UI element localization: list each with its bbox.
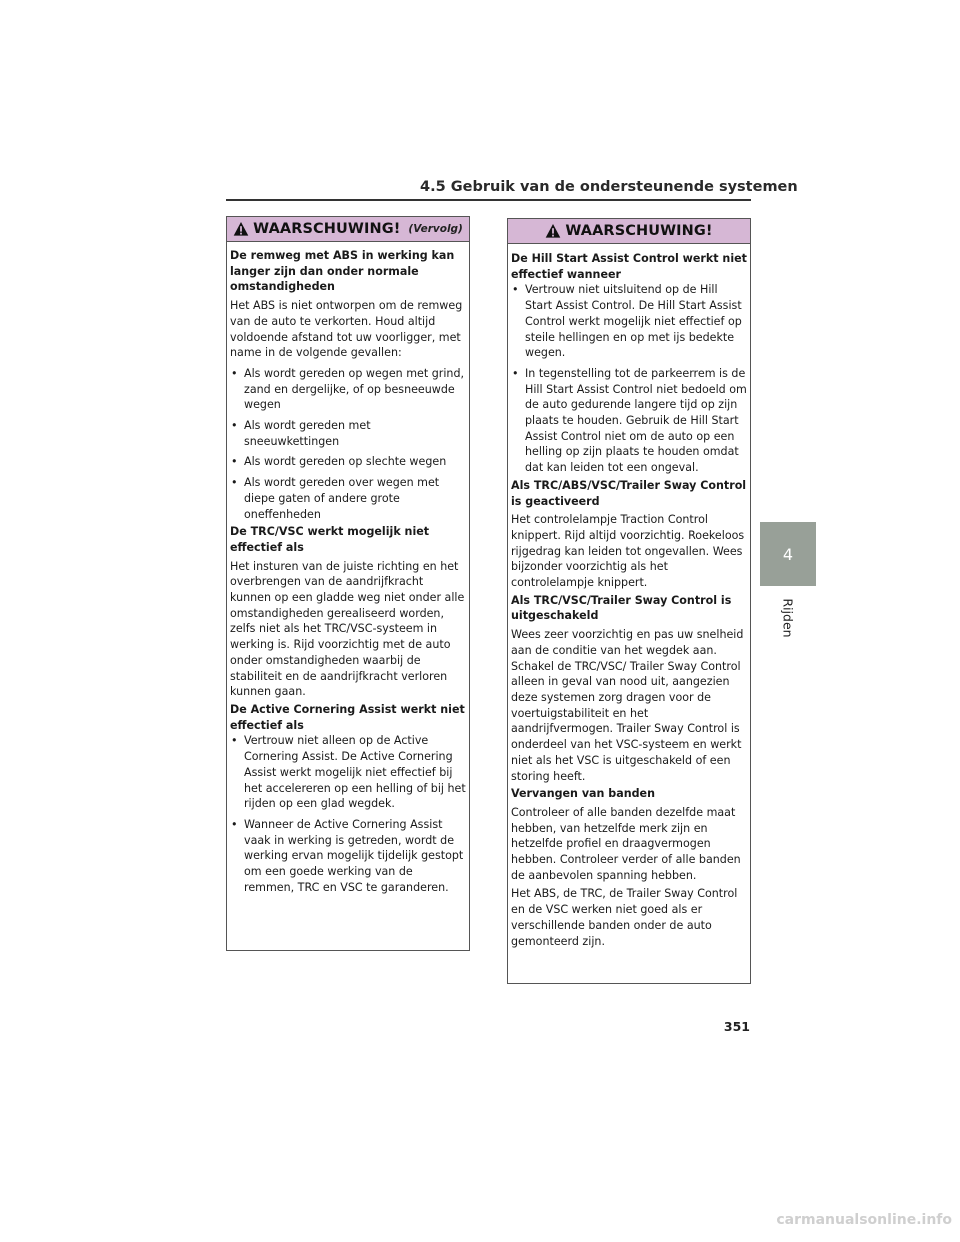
header-divider <box>226 199 751 201</box>
warning-header-left <box>227 217 469 242</box>
warning-paragraph: Wees zeer voorzichtig en pas uw snelheid aan de conditie van het wegdek aan. Schakel de TRC/VSC/ Trailer Sway Control alleen in geval van nood uit, aangezien deze systemen zorg dragen voor de voertuigstabiliteit en het aandrijfvermogen. Trailer Sway Control is onderdeel van het VSC-systeem en werkt niet als het VSC is uitgeschakeld of een storing heeft. <box>511 628 744 783</box>
warning-bullet: • In tegenstelling tot de parkeerrem is de Hill Start Assist Control niet bedoeld om de auto gedurende langere tijd op zijn plaats te houden. Gebruik de Hill Start Assist Control niet om de auto op een helling op zijn plaats te houden omdat dat kan leiden tot een ongeval. <box>511 366 747 476</box>
warning-heading: Als TRC/VSC/Trailer Sway Control is uitgeschakeld <box>511 593 732 623</box>
warning-heading: Als TRC/ABS/VSC/Trailer Sway Control is geactiveerd <box>511 478 747 508</box>
warning-paragraph: Controleer of alle banden dezelfde maat hebben, van hetzelfde merk zijn en hetzelfde profiel en draagvermogen hebben. Controleer verder of alle banden de aanbevolen spanning hebben. <box>511 805 741 882</box>
chapter-number: 4 <box>782 544 794 564</box>
warning-bullet: • Vertrouw niet uitsluitend op de Hill Start Assist Control. De Hill Start Assist Control werkt mogelijk niet effectief op steile hellingen en op met ijs bedekte wegen. <box>511 282 747 361</box>
warning-header-right <box>508 219 750 244</box>
warning-paragraph: Het ABS, de TRC, de Trailer Sway Control en de VSC werken niet goed als er verschillende banden onder de auto gemonteerd zijn. <box>511 887 738 948</box>
warning-bullet: • Als wordt gereden met sneeuwkettingen <box>230 418 466 449</box>
warning-body-left <box>227 242 469 895</box>
warning-bullet: • Als wordt gereden over wegen met diepe gaten of andere grote oneffenheden <box>230 475 466 522</box>
warning-title: WAARSCHUWING! <box>253 221 401 237</box>
warning-paragraph: Het ABS is niet ontworpen om de remweg van de auto te verkorten. Houd altijd voldoende afstand tot uw voorligger, met name in de volgende gevallen: <box>230 299 463 360</box>
warning-heading: De Hill Start Assist Control werkt niet effectief wanneer <box>511 252 747 281</box>
warning-subtitle: (Vervolg) <box>408 223 463 235</box>
chapter-tab <box>760 522 816 586</box>
warning-bullet: • Vertrouw niet alleen op de Active Cornering Assist. De Active Cornering Assist werkt mogelijk niet effectief bij het accelereren op een helling of bij het rijden op een glad wegdek. <box>230 733 466 812</box>
warning-heading: Vervangen van banden <box>511 787 655 801</box>
section-title: 4.5 Gebruik van de ondersteunende systemen <box>420 179 798 195</box>
warning-bullet: • Wanneer de Active Cornering Assist vaak in werking is getreden, wordt de werking ervan mogelijk tijdelijk gestopt om een goede werking van de remmen, TRC en VSC te garanderen. <box>230 817 466 896</box>
warning-triangle-icon <box>545 223 561 239</box>
warning-bullet: • Als wordt gereden op slechte wegen <box>230 454 466 470</box>
warning-heading: De Active Cornering Assist werkt niet effectief als <box>230 702 465 732</box>
warning-heading: De remweg met ABS in werking kan langer zijn dan onder normale omstandigheden <box>230 249 455 294</box>
warning-body-right <box>508 244 750 949</box>
warning-box-left <box>226 216 470 951</box>
warning-title: WAARSCHUWING! <box>565 223 713 239</box>
chapter-label: Rijden <box>780 598 796 638</box>
warning-paragraph: Het insturen van de juiste richting en het overbrengen van de aandrijfkracht kunnen op een gladde weg niet onder alle omstandigheden gerealiseerd worden, zelfs niet als het TRC/VSC-systeem in werking is. Rijd voorzichtig met de auto onder omstandigheden waarbij de stabiliteit en de aandrijfkracht verloren kunnen gaan. <box>230 559 465 699</box>
warning-box-right <box>507 218 751 984</box>
watermark: carmanualsonline.info <box>776 1212 952 1228</box>
warning-bullet: • Als wordt gereden op wegen met grind, zand en dergelijke, of op besneeuwde wegen <box>230 366 466 413</box>
warning-heading: De TRC/VSC werkt mogelijk niet effectief als <box>230 525 430 554</box>
page-number: 351 <box>723 1019 750 1034</box>
warning-triangle-icon <box>233 221 249 237</box>
warning-paragraph: Het controlelampje Traction Control knippert. Rijd altijd voorzichtig. Roekeloos rijgedrag kan leiden tot ongevallen. Wees bijzonder voorzichtig als het controlelampje knippert. <box>511 513 745 590</box>
